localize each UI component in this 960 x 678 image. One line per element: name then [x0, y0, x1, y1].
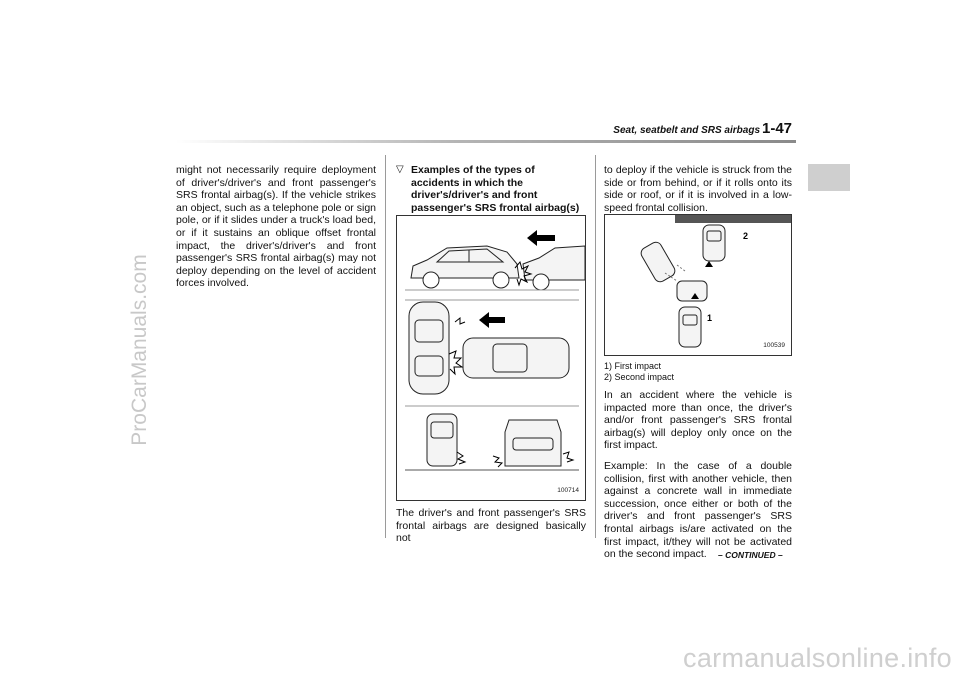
header-rule — [176, 140, 796, 143]
page-number: 1-47 — [762, 120, 793, 137]
double-collision-illustration — [605, 215, 791, 355]
column-divider-1 — [385, 155, 386, 538]
column-2-paragraph: The driver's and front passenger's SRS frontal airbags are designed basically not — [396, 507, 586, 545]
figure-label-2: 2 — [743, 231, 749, 241]
rollover-illustration — [405, 414, 579, 470]
column-1 — [176, 164, 376, 298]
column-1-paragraph: might not necessarily require deployment of driver's/driver's and front passenger's SRS frontal airbag(s). If the vehicle strikes an object, such as a telephone pole or sign pole, or if it slides under a truck's load bed, or if it sustains an oblique offset frontal impact, the driver's/driver's and front passenger's SRS frontal airbag(s) may not deploy depending on the level of accident forces involved. — [176, 164, 376, 290]
continued-marker: – CONTINUED – — [718, 550, 783, 560]
column-3-paragraph-2: Example: In the case of a double collision, first with another vehicle, then against a concrete wall in immediate succession, once either or both of the driver's and front passenger's SRS frontal airbags is/are activated on the first impact, it/they will not be activated on the second impact. — [604, 459, 792, 561]
figure-code-100539: 100539 — [763, 342, 785, 349]
impact-arrow-1 — [527, 230, 555, 246]
examples-heading-text: Examples of the types of accidents in which the driver's/driver's and front passenger's SRS frontal airbag(s) — [411, 164, 580, 214]
column-divider-2 — [595, 155, 596, 538]
non-deploy-illustration — [397, 216, 585, 500]
concrete-wall — [675, 215, 791, 223]
section-title: Seat, seatbelt and SRS airbags — [613, 125, 760, 136]
column-3-intro: to deploy if the vehicle is struck from the side or from behind, or if it rolls onto its side or roof, or if it is involved in a low-speed frontal collision. — [604, 164, 792, 214]
impact-arrow-2 — [479, 312, 505, 328]
column-2-paragraph-block — [396, 507, 586, 553]
side-watermark: ProCarManuals.com — [128, 254, 151, 446]
figure-non-deploy-examples — [396, 215, 586, 501]
column-3-paragraph-1: In an accident where the vehicle is impacted more than once, the driver's and/or front passenger's SRS frontal airbag(s) will deploy only once on the first impact. — [604, 389, 792, 452]
legend-item-first-impact: 1) First impact — [604, 361, 662, 371]
section-tab — [808, 164, 850, 191]
figure-double-collision — [604, 214, 792, 356]
figure-code-100714: 100714 — [557, 487, 579, 494]
bottom-watermark: carmanualsonline.info — [683, 643, 952, 673]
figure-legend — [604, 361, 674, 383]
legend-item-second-impact: 2) Second impact — [604, 372, 675, 382]
triangle-marker-icon: ▽ — [396, 164, 404, 175]
figure-label-1: 1 — [707, 313, 713, 323]
column-3-body — [604, 389, 792, 569]
rear-collision-illustration — [405, 246, 585, 290]
